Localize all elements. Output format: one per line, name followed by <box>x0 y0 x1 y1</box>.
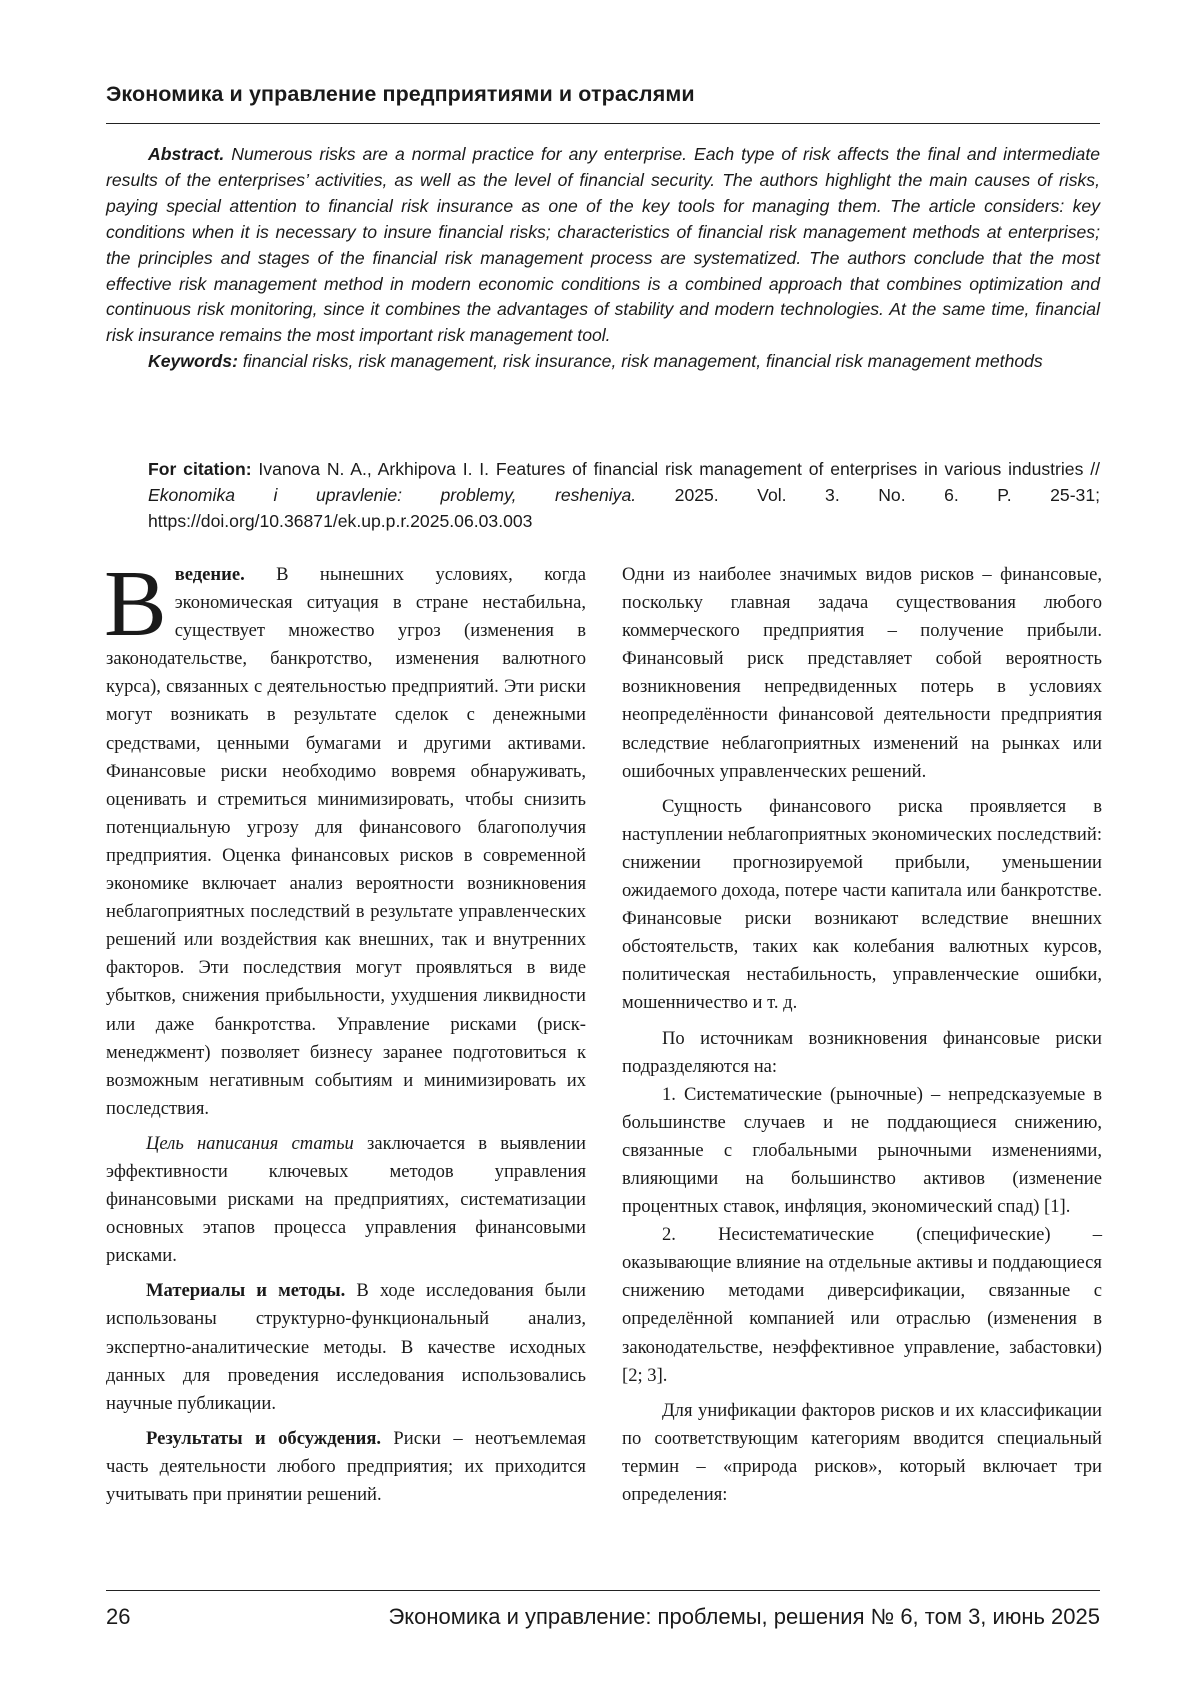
methods-heading: Материалы и методы. <box>146 1280 346 1302</box>
introduction-text: В нынешних условиях, когда экономическая ситуация в стране нестабильна, существует множество угроз (изменения в законодательстве, банкротство, изменения валютного курса), связанных с деятельностью предприятий. Эти риски могут возникать в результате сделок с денежными средствами, ценными бумагами и другими активами. Финансовые риски необходимо вовремя обнаруживать, оценивать и стремиться минимизировать, чтобы снизить потенциальную угрозу для финансового благополучия предприятия. Оценка финансовых рисков в современной экономике включает анализ вероятности возникновения неблагоприятных последствий в результате управленческих решений или воздействия как внешних, так и внутренних факторов. Эти последствия могут проявляться в виде убытков, снижения прибыльности, ухудшения ликвидности или даже банкротства. Управление рисками (риск-менеджмент) позволяет бизнесу заранее подготовиться к возможным негативным событиям и минимизировать их последствия. <box>106 564 586 1119</box>
aim-label: Цель написания статьи <box>146 1132 354 1154</box>
footer-rule <box>106 1590 1100 1591</box>
results-heading: Результаты и обсуждения. <box>146 1427 382 1449</box>
keywords-text: financial risks, risk management, risk insurance, risk management, financial risk management methods <box>242 351 1043 372</box>
abstract <box>106 142 1100 375</box>
aim-paragraph <box>106 1130 586 1270</box>
left-column <box>104 552 586 1509</box>
page-number: 26 <box>106 1604 131 1629</box>
risk-nature-paragraph: Для унификации факторов рисков и их классификации по соответствующим категориям вводится специальный термин – «природа рисков», который включает три определения: <box>622 1399 1102 1505</box>
aim-text: заключается в выявлении эффективности ключевых методов управления финансовыми рисками на предприятиях, систематизации основных этапов процесса управления финансовыми рисками. <box>106 1132 586 1267</box>
risk-sources-paragraph: По источникам возникновения финансовые риски подразделяются на: <box>622 1027 1102 1077</box>
right-column <box>622 561 1102 1509</box>
citation-label: For citation: <box>148 459 252 479</box>
results-text: Риски – неотъемлемая часть деятельности любого предприятия; их приходится учитывать при принятии решений. <box>106 1427 586 1505</box>
citation-authors-title: Ivanova N. A., Arkhipova I. I. Features of financial risk management of enterprises in various industries // <box>258 459 1100 479</box>
journal-reference: Экономика и управление: проблемы, решения № 6, том 3, июнь 2025 <box>388 1604 1100 1629</box>
abstract-paragraph <box>106 142 1100 349</box>
keywords-paragraph <box>106 349 1100 375</box>
running-head: Экономика и управление предприятиями и отраслями <box>106 82 695 106</box>
citation <box>148 456 1100 534</box>
abstract-label: Abstract. <box>148 144 225 164</box>
list-item-unsystematic: 2. Несистематические (специфические) – оказывающие влияние на отдельные активы и поддающиеся снижению методами диверсификации, связанные с определённой компанией или отраслью (изменения в законодательстве, неэффективное управление, забастовки) [2; 3]. <box>622 1224 1102 1386</box>
methods-paragraph <box>106 1277 586 1417</box>
introduction-paragraph <box>104 552 586 1123</box>
citation-journal: Ekonomika i upravlenie: problemy, resheniya. <box>148 485 637 505</box>
methods-text: В ходе исследования были использованы структурно-функциональный анализ, экспертно-аналитические методы. В качестве исходных данных для проведения исследования использовались научные публикации. <box>106 1280 586 1414</box>
list-item-systematic: 1. Систематические (рыночные) – непредсказуемые в большинстве случаев и не поддающиеся снижению, связанные с глобальными рыночными изменениями, влияющими на большинство активов (изменение процентных ставок, инфляция, экономический спад) [1]. <box>622 1083 1102 1218</box>
header-rule <box>106 123 1100 124</box>
citation-details: 2025. Vol. 3. No. 6. P. 25-31; https://doi.org/10.36871/ek.up.p.r.2025.06.03.003 <box>148 485 1101 531</box>
keywords-label: Keywords: <box>148 351 238 372</box>
financial-risk-paragraph: Одни из наиболее значимых видов рисков – финансовые, поскольку главная задача существования любого коммерческого предприятия – получение прибыли. Финансовый риск представляет собой вероятность возникновения непредвиденных потерь в условиях неопределённости финансовой деятельности предприятия вследствие неблагоприятных изменений на рынках или ошибочных управленческих решений. <box>622 564 1102 782</box>
results-paragraph <box>106 1425 586 1509</box>
risk-essence-paragraph: Сущность финансового риска проявляется в наступлении неблагоприятных экономических последствий: снижении прогнозируемой прибыли, уменьшении ожидаемого дохода, потере части капитала или банкротстве. Финансовые риски возникают вследствие внешних обстоятельств, таких как колебания валютных курсов, политическая нестабильность, управленческие ошибки, мошенничество и т. д. <box>622 795 1102 1014</box>
dropcap: В <box>104 552 167 656</box>
abstract-text: Numerous risks are a normal practice for any enterprise. Each type of risk affects the final and intermediate results of the enterprises’ activities, as well as the level of financial security. The authors highlight the main causes of risks, paying special attention to financial risk insurance as one of the key tools for managing them. The article considers: key conditions when it is necessary to insure financial risks; characteristics of financial risk management methods at enterprises; the principles and stages of the financial risk management process are systematized. The authors conclude that the most effective risk management method in modern economic conditions is a combined approach that combines optimization and continuous risk monitoring, since it combines the advantages of stability and modern technologies. At the same time, financial risk insurance remains the most important risk management tool. <box>106 144 1100 346</box>
citation-paragraph <box>148 456 1100 534</box>
introduction-heading: ведение. <box>174 564 245 585</box>
